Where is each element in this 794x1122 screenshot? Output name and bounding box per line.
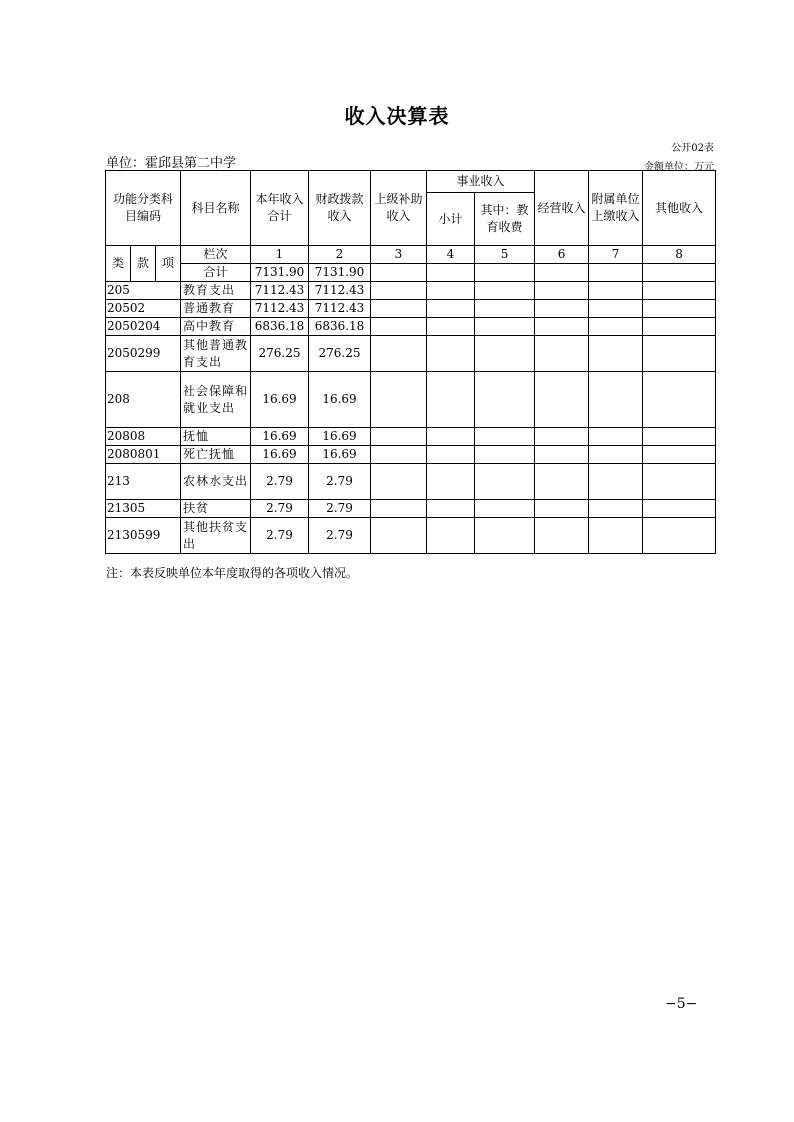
row-name: 其他扶贫支出 bbox=[181, 518, 251, 554]
row-code: 20808 bbox=[106, 428, 181, 446]
table-row bbox=[106, 500, 716, 518]
table-row bbox=[106, 428, 716, 446]
row-code: 2080801 bbox=[106, 446, 181, 464]
row-name: 死亡抚恤 bbox=[181, 446, 251, 464]
total-fiscal: 7131.90 bbox=[309, 264, 371, 282]
table-row bbox=[106, 282, 716, 300]
row-fiscal: 16.69 bbox=[309, 372, 371, 428]
table-note: 注：本表反映单位本年度取得的各项收入情况。 bbox=[106, 566, 359, 580]
row-total: 276.25 bbox=[251, 336, 309, 372]
income-table bbox=[105, 170, 716, 554]
header-business: 经营收入 bbox=[535, 171, 589, 246]
table-row bbox=[106, 464, 716, 500]
header-xiang: 项 bbox=[156, 246, 181, 282]
row-fiscal: 2.79 bbox=[309, 464, 371, 500]
row-total: 7112.43 bbox=[251, 300, 309, 318]
column-number-row bbox=[106, 246, 716, 264]
row-fiscal: 7112.43 bbox=[309, 300, 371, 318]
row-fiscal: 16.69 bbox=[309, 446, 371, 464]
row-code: 205 bbox=[106, 282, 181, 300]
table-row bbox=[106, 300, 716, 318]
row-code: 2130599 bbox=[106, 518, 181, 554]
table-row bbox=[106, 446, 716, 464]
row-fiscal: 16.69 bbox=[309, 428, 371, 446]
column-number: 7 bbox=[589, 246, 643, 264]
row-total: 6836.18 bbox=[251, 318, 309, 336]
table-row bbox=[106, 518, 716, 554]
unit-label: 单位：霍邱县第二中学 bbox=[106, 156, 237, 171]
total-label: 合计 bbox=[181, 264, 251, 282]
row-name: 抚恤 bbox=[181, 428, 251, 446]
row-fiscal: 6836.18 bbox=[309, 318, 371, 336]
form-number: 公开02表 bbox=[671, 143, 714, 154]
column-number: 4 bbox=[427, 246, 475, 264]
row-fiscal: 2.79 bbox=[309, 518, 371, 554]
header-career: 事业收入 bbox=[427, 171, 535, 193]
header-name: 科目名称 bbox=[181, 171, 251, 246]
column-number: 2 bbox=[309, 246, 371, 264]
page-title: 收入决算表 bbox=[344, 104, 450, 128]
row-code: 213 bbox=[106, 464, 181, 500]
row-fiscal: 7112.43 bbox=[309, 282, 371, 300]
column-number: 3 bbox=[371, 246, 427, 264]
row-total: 16.69 bbox=[251, 446, 309, 464]
header-fiscal: 财政拨款收入 bbox=[309, 171, 371, 246]
total-amount: 7131.90 bbox=[251, 264, 309, 282]
row-fiscal: 2.79 bbox=[309, 500, 371, 518]
row-code: 2050299 bbox=[106, 336, 181, 372]
row-total: 7112.43 bbox=[251, 282, 309, 300]
header-lei: 类 bbox=[106, 246, 131, 282]
column-number: 5 bbox=[475, 246, 535, 264]
total-row bbox=[106, 264, 716, 282]
row-name: 农林水支出 bbox=[181, 464, 251, 500]
table-row bbox=[106, 318, 716, 336]
row-code: 208 bbox=[106, 372, 181, 428]
header-tuition: 其中：教育收费 bbox=[475, 193, 535, 246]
header-subtotal: 小计 bbox=[427, 193, 475, 246]
column-number: 6 bbox=[535, 246, 589, 264]
row-code: 21305 bbox=[106, 500, 181, 518]
row-name: 扶贫 bbox=[181, 500, 251, 518]
header-row-1 bbox=[106, 171, 716, 193]
row-total: 16.69 bbox=[251, 428, 309, 446]
column-label: 栏次 bbox=[181, 246, 251, 264]
row-code: 20502 bbox=[106, 300, 181, 318]
column-number: 8 bbox=[643, 246, 716, 264]
row-total: 16.69 bbox=[251, 372, 309, 428]
row-code: 2050204 bbox=[106, 318, 181, 336]
page-number: −5− bbox=[665, 996, 698, 1012]
column-number: 1 bbox=[251, 246, 309, 264]
table-row bbox=[106, 372, 716, 428]
header-affiliated: 附属单位上缴收入 bbox=[589, 171, 643, 246]
header-kuan: 款 bbox=[131, 246, 156, 282]
row-name: 其他普通教育支出 bbox=[181, 336, 251, 372]
header-total: 本年收入合计 bbox=[251, 171, 309, 246]
row-name: 普通教育 bbox=[181, 300, 251, 318]
header-superior: 上级补助收入 bbox=[371, 171, 427, 246]
row-total: 2.79 bbox=[251, 464, 309, 500]
row-name: 高中教育 bbox=[181, 318, 251, 336]
header-code: 功能分类科目编码 bbox=[106, 171, 181, 246]
header-other: 其他收入 bbox=[643, 171, 716, 246]
row-total: 2.79 bbox=[251, 518, 309, 554]
row-name: 教育支出 bbox=[181, 282, 251, 300]
row-total: 2.79 bbox=[251, 500, 309, 518]
amount-unit-label: 金额单位：万元 bbox=[644, 162, 714, 173]
row-fiscal: 276.25 bbox=[309, 336, 371, 372]
table-row bbox=[106, 336, 716, 372]
row-name: 社会保障和就业支出 bbox=[181, 372, 251, 428]
